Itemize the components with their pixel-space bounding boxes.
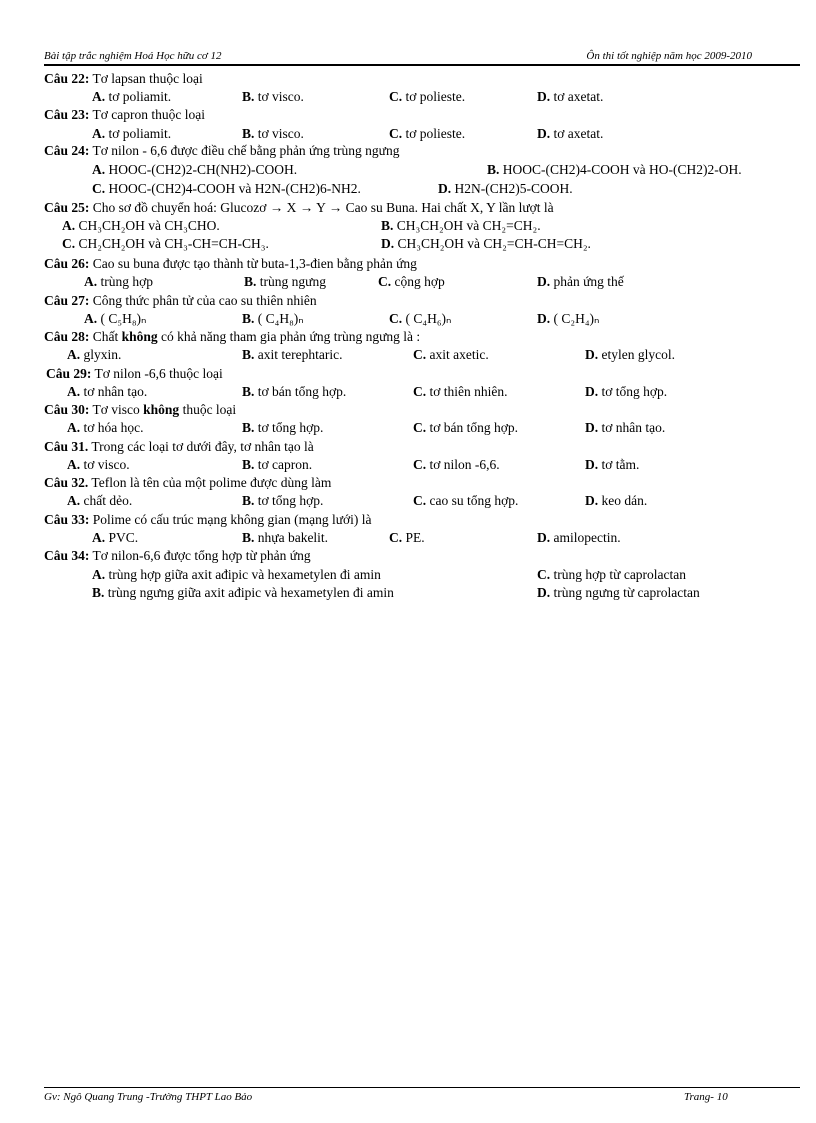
answer-option: B. axit terephtaric.: [242, 347, 343, 362]
footer-left: Gv: Ngô Quang Trung -Trường THPT Lao Bảo: [44, 1091, 253, 1103]
answer-option: C. tơ polieste.: [389, 126, 466, 141]
answer-option: C. cộng hợp: [378, 274, 445, 289]
question-label: Câu 22:: [44, 71, 90, 86]
answer-option: A. glyxin.: [67, 347, 122, 362]
answer-option: B. tơ visco.: [242, 89, 304, 104]
answer-option: D. amilopectin.: [537, 530, 621, 545]
question-text: Cao su buna được tạo thành từ buta-1,3-đien bằng phản ứng: [89, 256, 417, 271]
answer-option: B. ( C₄H₈)ₙ: [242, 311, 304, 326]
answer-option: D. etylen glycol.: [585, 347, 675, 362]
answer-option: A. PVC.: [92, 530, 139, 545]
answer-option: A. CH₃CH₂OH và CH₃CHO.: [62, 218, 220, 233]
answer-option: B. nhựa bakelit.: [242, 530, 329, 545]
answer-option: C. tơ bán tổng hợp.: [413, 420, 519, 435]
answer-option: B. HOOC-(CH2)4-COOH và HO-(CH2)2-OH.: [487, 162, 742, 177]
header-left: Bài tập trắc nghiệm Hoá Học hữu cơ 12: [44, 50, 222, 62]
question-31: [44, 438, 314, 456]
question-text: Tơ nilon - 6,6 được điều chế bằng phản ứng trùng ngưng: [89, 143, 400, 158]
question-text: Tơ visco không thuộc loại: [89, 402, 237, 417]
question-25: [44, 199, 554, 217]
question-24: [44, 142, 399, 160]
question-text: Chất không có khả năng tham gia phản ứng trùng ngưng là :: [89, 329, 421, 344]
question-text: Tơ nilon -6,6 thuộc loại: [91, 366, 223, 381]
answer-option: A. HOOC-(CH2)2-CH(NH2)-COOH.: [92, 162, 298, 177]
question-label: Câu 24:: [44, 143, 90, 158]
question-26: [44, 255, 417, 273]
question-label: Câu 28:: [44, 329, 90, 344]
answer-option: A. ( C₅H₈)ₙ: [84, 311, 147, 326]
page-footer: [44, 1087, 800, 1103]
answer-option: D. tơ nhân tạo.: [585, 420, 666, 435]
question-label: Câu 23:: [44, 107, 90, 122]
answer-option: D. tơ axetat.: [537, 126, 604, 141]
answer-option: D. trùng ngưng từ caprolactan: [537, 585, 700, 600]
answer-option: D. phản ứng thế: [537, 274, 624, 289]
answer-option: C. tơ nilon -6,6.: [413, 457, 500, 472]
header-right: Ôn thi tốt nghiệp năm học 2009-2010: [586, 50, 752, 62]
question-text: Tơ lapsan thuộc loại: [89, 71, 203, 86]
answer-option: D. tơ tằm.: [585, 457, 640, 472]
question-27: [44, 292, 317, 310]
answer-option: C. cao su tổng hợp.: [413, 493, 519, 508]
question-label: Câu 25:: [44, 200, 90, 215]
question-30: [44, 401, 236, 419]
answer-option: A. tơ poliamit.: [92, 89, 172, 104]
answer-option: A. chất dẻo.: [67, 493, 133, 508]
question-29: [46, 365, 223, 383]
answer-option: D. H2N-(CH2)5-COOH.: [438, 181, 573, 196]
question-text: Công thức phân tử của cao su thiên nhiên: [89, 293, 317, 308]
question-23: [44, 106, 205, 124]
answer-option: B. trùng ngưng: [244, 274, 326, 289]
question-label: Câu 34:: [44, 548, 90, 563]
question-28: [44, 328, 420, 346]
answer-option: A. trùng hợp giữa axit ađipic và hexametylen đi amin: [92, 567, 381, 582]
answer-option: B. tơ tổng hợp.: [242, 420, 324, 435]
answer-option: C. ( C₄H₆)ₙ: [389, 311, 452, 326]
answer-option: C. HOOC-(CH2)4-COOH và H2N-(CH2)6-NH2.: [92, 181, 361, 196]
answer-option: D. tơ axetat.: [537, 89, 604, 104]
answer-option: A. tơ visco.: [67, 457, 130, 472]
answer-option: C. trùng hợp từ caprolactan: [537, 567, 687, 582]
answer-option: B. tơ tổng hợp.: [242, 493, 324, 508]
answer-option: B. tơ bán tổng hợp.: [242, 384, 347, 399]
question-text: Tơ capron thuộc loại: [89, 107, 205, 122]
answer-option: D. keo dán.: [585, 493, 648, 508]
answer-option: B. CH₃CH₂OH và CH₂=CH₂.: [381, 218, 541, 233]
question-label: Câu 29:: [46, 366, 92, 381]
question-label: Câu 31.: [44, 439, 89, 454]
answer-option: C. PE.: [389, 530, 425, 545]
question-33: [44, 511, 372, 529]
footer-right: Trang- 10: [684, 1091, 728, 1103]
answer-option: A. tơ hóa học.: [67, 420, 144, 435]
answer-option: D. tơ tổng hợp.: [585, 384, 668, 399]
question-label: Câu 27:: [44, 293, 90, 308]
answer-option: B. tơ capron.: [242, 457, 313, 472]
question-34: [44, 547, 311, 565]
answer-option: D. ( C₂H₄)ₙ: [537, 311, 600, 326]
question-32: [44, 474, 331, 492]
question-label: Câu 33:: [44, 512, 90, 527]
question-text: Cho sơ đồ chuyển hoá: Glucozơ → X → Y → Cao su Buna. Hai chất X, Y lần lượt là: [89, 200, 554, 215]
question-text: Tơ nilon-6,6 được tổng hợp từ phản ứng: [89, 548, 311, 563]
answer-option: C. tơ thiên nhiên.: [413, 384, 508, 399]
question-text: Polime có cấu trúc mạng không gian (mạng lưới) là: [89, 512, 372, 527]
question-22: [44, 70, 203, 88]
answer-option: C. axit axetic.: [413, 347, 489, 362]
answer-option: B. trùng ngưng giữa axit ađipic và hexametylen đi amin: [92, 585, 394, 600]
answer-option: D. CH₃CH₂OH và CH₂=CH-CH=CH₂.: [381, 236, 591, 251]
question-text: Teflon là tên của một polime được dùng làm: [88, 475, 332, 490]
question-label: Câu 26:: [44, 256, 90, 271]
question-text: Trong các loại tơ dưới đây, tơ nhân tạo là: [88, 439, 314, 454]
answer-option: A. tơ poliamit.: [92, 126, 172, 141]
answer-option: B. tơ visco.: [242, 126, 304, 141]
answer-option: C. CH₂CH₂OH và CH₃-CH=CH-CH₃.: [62, 236, 269, 251]
answer-option: A. trùng hợp: [84, 274, 154, 289]
answer-option: A. tơ nhân tạo.: [67, 384, 148, 399]
question-label: Câu 32.: [44, 475, 89, 490]
page-header: [44, 50, 800, 66]
answer-option: C. tơ polieste.: [389, 89, 466, 104]
question-label: Câu 30:: [44, 402, 90, 417]
